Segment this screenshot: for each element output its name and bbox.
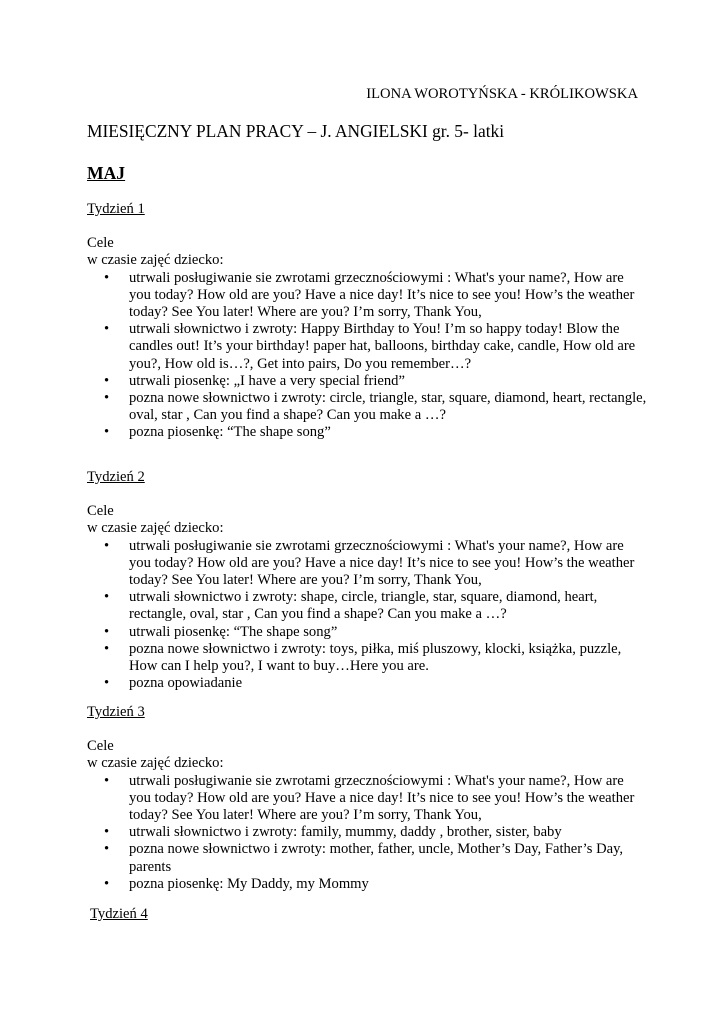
bullet-icon: •: [104, 675, 110, 692]
bullet-icon: •: [104, 623, 110, 640]
list-item: • utrwali posługiwanie sie zwrotami grzecznościowymi : What's your name?, How are you today? How old are you? Have a nice day! It’s nice to see you! How’s the weather today? See You later! Where are you? I’m sorry, Thank You,: [104, 269, 635, 321]
goals-label: Cele: [87, 235, 114, 252]
goals-label: Cele: [87, 503, 114, 520]
list-item: • utrwali słownictwo i zwroty: shape, circle, triangle, star, square, diamond, heart, rectangle, oval, star , Can you find a shape? Can you make a …?: [104, 589, 598, 623]
week-section-1: [87, 201, 647, 442]
bullet-icon: •: [104, 841, 110, 858]
list-item: • pozna nowe słownictwo i zwroty: toys, piłka, miś pluszowy, klocki, książka, puzzle, How can I help you?, I want to buy…Here you are.: [104, 640, 622, 675]
bullet-icon: •: [104, 589, 110, 606]
goals-list: [87, 538, 647, 693]
list-item: • utrwali piosenkę: „I have a very special friend”: [104, 372, 405, 389]
bullet-icon: •: [104, 321, 110, 338]
bullet-icon: •: [104, 875, 110, 892]
list-item: • pozna piosenkę: “The shape song”: [104, 424, 331, 441]
goals-list: [87, 270, 647, 442]
bullet-icon: •: [104, 772, 110, 789]
goals-label: Cele: [87, 738, 114, 755]
goals-intro: w czasie zajęć dziecko:: [87, 252, 224, 269]
list-item: • utrwali posługiwanie sie zwrotami grzecznościowymi : What's your name?, How are you today? How old are you? Have a nice day! It’s nice to see you! How’s the weather today? See You later! Where are you? I’m sorry, Thank You,: [104, 537, 635, 589]
document-title: MIESIĘCZNY PLAN PRACY – J. ANGIELSKI gr. 5- latki: [87, 121, 505, 141]
list-item: • utrwali słownictwo i zwroty: Happy Birthday to You! I’m so happy today! Blow the candles out! It’s your birthday! paper hat, balloons, birthday cake, candle, How old are you?, How old is…?, Get into pairs, Do you remember…?: [104, 321, 636, 372]
list-item: • pozna nowe słownictwo i zwroty: mother, father, uncle, Mother’s Day, Father’s Day, parents: [104, 841, 624, 875]
bullet-icon: •: [104, 824, 110, 841]
week-title: Tydzień 1: [87, 201, 145, 217]
list-item: • pozna nowe słownictwo i zwroty: circle, triangle, star, square, diamond, heart, rectangle, oval, star , Can you find a shape? Can you make a …?: [104, 390, 647, 424]
month-heading: MAJ: [87, 163, 126, 183]
bullet-icon: •: [104, 537, 110, 554]
bullet-icon: •: [104, 372, 110, 389]
list-item: • pozna opowiadanie: [104, 675, 243, 692]
list-item: • pozna piosenkę: My Daddy, my Mommy: [104, 875, 369, 892]
bullet-icon: •: [104, 640, 110, 657]
week-title: Tydzień 4: [90, 906, 148, 922]
week-section-2: [87, 469, 647, 692]
week-title: Tydzień 2: [87, 469, 145, 485]
week-section-3: [87, 704, 647, 893]
goals-intro: w czasie zajęć dziecko:: [87, 520, 224, 537]
goals-intro: w czasie zajęć dziecko:: [87, 755, 224, 772]
list-item: • utrwali słownictwo i zwroty: family, mummy, daddy , brother, sister, baby: [104, 824, 562, 841]
week-title: Tydzień 3: [87, 704, 145, 720]
list-item: • utrwali piosenkę: “The shape song”: [104, 623, 338, 640]
goals-list: [87, 773, 647, 893]
list-item: • utrwali posługiwanie sie zwrotami grzecznościowymi : What's your name?, How are you today? How old are you? Have a nice day! It’s nice to see you! How’s the weather today? See You later! Where are you? I’m sorry, Thank You,: [104, 772, 635, 824]
bullet-icon: •: [104, 269, 110, 286]
author-name: ILONA WOROTYŃSKA - KRÓLIKOWSKA: [366, 86, 638, 102]
bullet-icon: •: [104, 424, 110, 441]
bullet-icon: •: [104, 390, 110, 407]
